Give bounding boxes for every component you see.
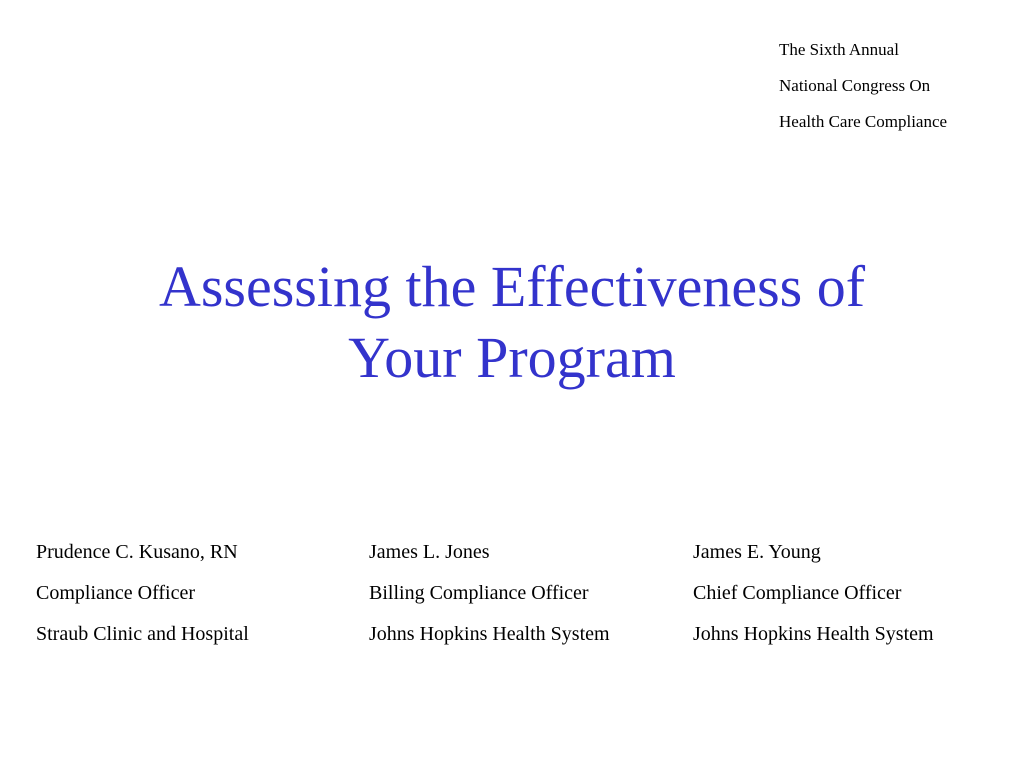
presenter-block xyxy=(36,532,249,655)
presenter-organization: Johns Hopkins Health System xyxy=(369,623,610,645)
conference-name xyxy=(779,32,947,140)
presenter-organization: Johns Hopkins Health System xyxy=(693,623,934,645)
conference-line: The Sixth Annual xyxy=(779,40,899,59)
slide-title xyxy=(62,251,962,393)
presenter-name: Prudence C. Kusano, RN xyxy=(36,541,238,563)
conference-line: Health Care Compliance xyxy=(779,112,948,131)
presenter-role: Compliance Officer xyxy=(36,582,196,604)
presenter-block xyxy=(693,532,934,655)
presenter-name: James L. Jones xyxy=(369,541,490,563)
slide-title-line-1: Assessing the Effectiveness of xyxy=(158,254,866,319)
presenter-organization: Straub Clinic and Hospital xyxy=(36,623,249,645)
presenter-role: Chief Compliance Officer xyxy=(693,582,902,604)
presenter-block xyxy=(369,532,610,655)
conference-line: National Congress On xyxy=(779,76,931,95)
slide-title-line-2: Your Program xyxy=(348,325,676,390)
presenter-role: Billing Compliance Officer xyxy=(369,582,589,604)
presenter-name: James E. Young xyxy=(693,541,821,563)
